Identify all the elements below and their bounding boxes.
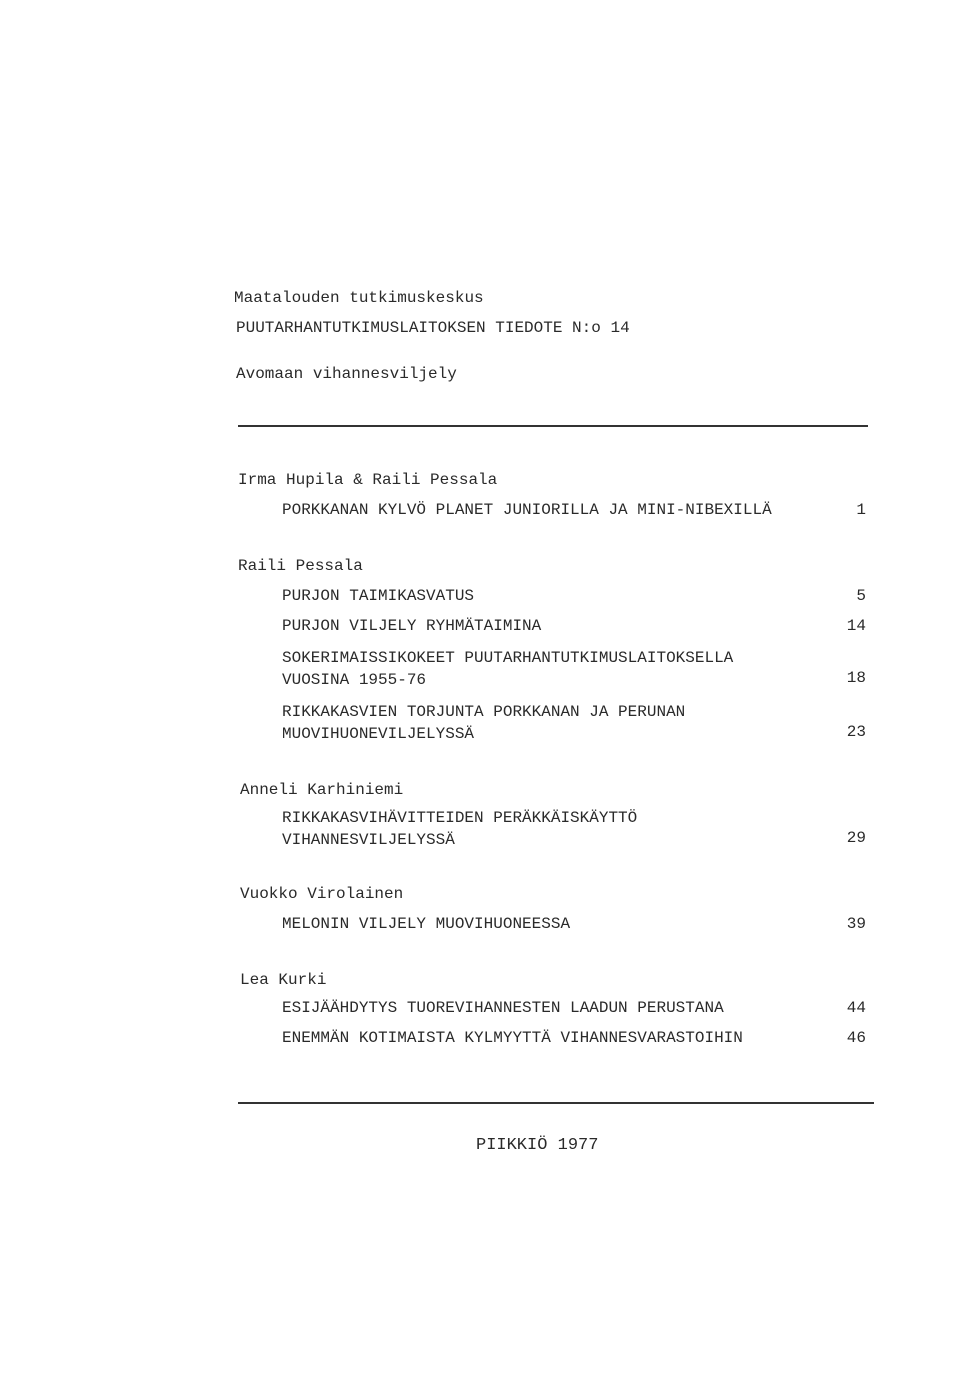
section-authors: Vuokko Virolainen (240, 885, 404, 903)
bulletin-subject: Avomaan vihannesviljely (236, 365, 457, 383)
toc-entry-page: 44 (846, 999, 866, 1017)
top-divider (238, 425, 868, 427)
bottom-divider (238, 1102, 874, 1104)
toc-entry-title: MELONIN VILJELY MUOVIHUONEESSA (282, 915, 571, 933)
toc-entry-title-cont: VUOSINA 1955-76 (282, 671, 427, 689)
toc-entry-title: SOKERIMAISSIKOKEET PUUTARHANTUTKIMUSLAITOKSELLA (282, 649, 734, 667)
place-year: PIIKKIÖ 1977 (476, 1136, 599, 1155)
toc-entry-page: 1 (856, 501, 866, 519)
toc-entry-page: 46 (846, 1029, 866, 1047)
toc-entry-page: 14 (846, 617, 866, 635)
toc-entry-page: 5 (856, 587, 866, 605)
toc-entry-title: PURJON TAIMIKASVATUS (282, 587, 475, 605)
toc-entry-title: RIKKAKASVIHÄVITTEIDEN PERÄKKÄISKÄYTTÖ (282, 809, 638, 827)
toc-entry-title-cont: VIHANNESVILJELYSSÄ (282, 831, 455, 849)
section-authors: Raili Pessala (238, 557, 363, 575)
section-authors: Irma Hupila & Raili Pessala (238, 471, 498, 489)
toc-entry-page: 39 (846, 915, 866, 933)
toc-entry-page: 23 (846, 723, 866, 741)
toc-entry-title-cont: MUOVIHUONEVILJELYSSÄ (282, 725, 475, 743)
institution-name: Maatalouden tutkimuskeskus (234, 289, 484, 307)
toc-entry-title: ENEMMÄN KOTIMAISTA KYLMYYTTÄ VIHANNESVARASTOIHIN (282, 1029, 743, 1047)
toc-entry-page: 18 (846, 669, 866, 687)
toc-entry-title: ESIJÄÄHDYTYS TUOREVIHANNESTEN LAADUN PERUSTANA (282, 999, 724, 1017)
toc-entry-title: PURJON VILJELY RYHMÄTAIMINA (282, 617, 542, 635)
toc-entry-title: PORKKANAN KYLVÖ PLANET JUNIORILLA JA MINI-NIBEXILLÄ (282, 501, 772, 519)
section-authors: Lea Kurki (240, 971, 327, 989)
section-authors: Anneli Karhiniemi (240, 781, 404, 799)
toc-entry-page: 29 (846, 829, 866, 847)
toc-entry-title: RIKKAKASVIEN TORJUNTA PORKKANAN JA PERUNAN (282, 703, 686, 721)
bulletin-title: PUUTARHANTUTKIMUSLAITOKSEN TIEDOTE N:o 14 (236, 319, 630, 337)
